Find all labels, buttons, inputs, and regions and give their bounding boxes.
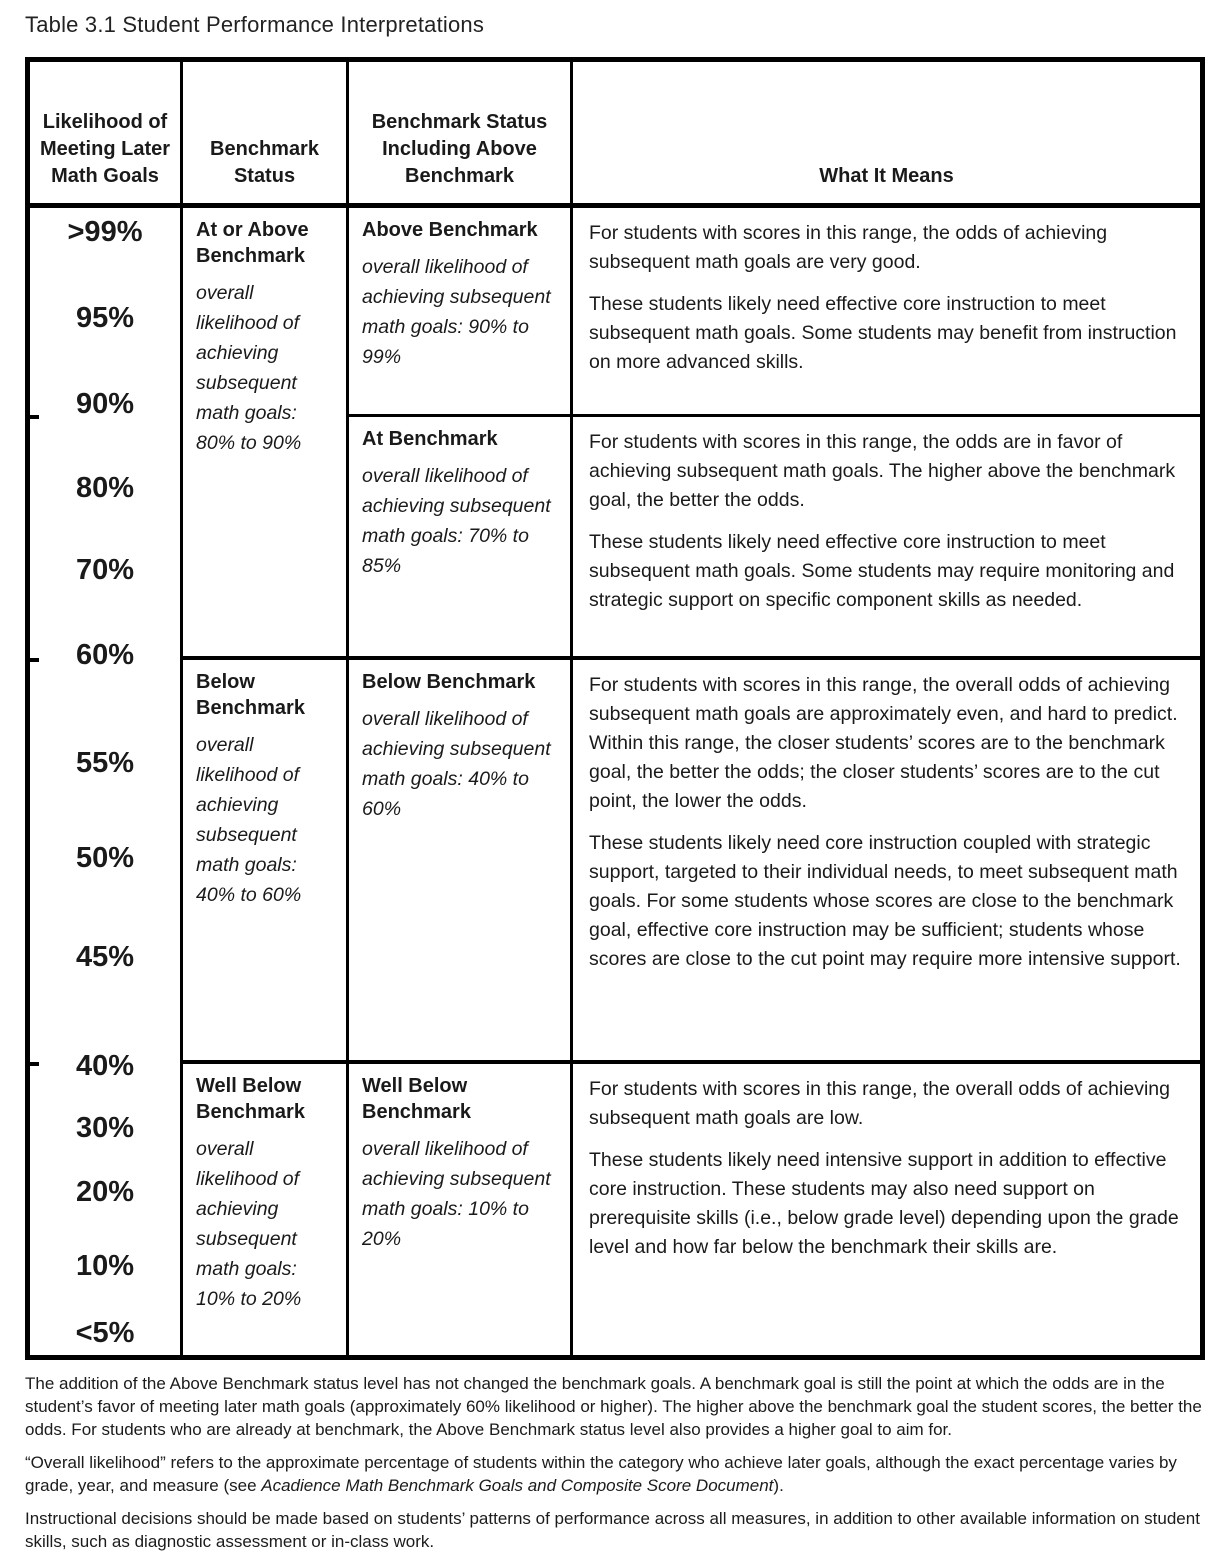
status-name: Well Below Benchmark: [362, 1075, 471, 1123]
likelihood-value: 55%: [75, 747, 135, 779]
likelihood-value: 95%: [75, 302, 135, 334]
meaning-paragraph: For students with scores in this range, the odds are in favor of achieving subsequent math goals. The higher above the benchmark goal, the better the odds.: [589, 431, 1176, 511]
meaning-paragraph: For students with scores in this range, the odds of achieving subsequent math goals are very good.: [589, 222, 1108, 273]
col-header-benchmark-status-incl-above: [349, 62, 573, 208]
row-boundary-tick: [30, 1062, 39, 1066]
likelihood-value: 60%: [75, 639, 135, 671]
col-header-benchmark-status-incl-above-label: Benchmark Status Including Above Benchmark: [371, 111, 548, 187]
status-name: At Benchmark: [362, 428, 498, 450]
cell-status-incl-above: [349, 208, 573, 417]
cell-means-well-below: [573, 1064, 1200, 1355]
status-description: overall likelihood of achieving subsequent math goals: 10% to 20%: [362, 1138, 551, 1250]
status-name: Below Benchmark: [362, 671, 536, 693]
footnote-3: Instructional decisions should be made based on students’ patterns of performance across all measures, in addition to other available information on student skills, such as diagnostic assessment or in-class work.: [25, 1509, 1200, 1551]
likelihood-value: 10%: [75, 1250, 135, 1282]
col-header-what-it-means: [573, 62, 1200, 208]
likelihood-value: 30%: [75, 1112, 135, 1144]
likelihood-value: 70%: [75, 554, 135, 586]
cell-status-well-below: [183, 1064, 349, 1355]
status-name: Above Benchmark: [362, 219, 538, 241]
col-header-benchmark-status-label: Benchmark Status: [210, 138, 319, 187]
likelihood-value: >99%: [67, 216, 143, 248]
likelihood-value: 80%: [75, 472, 135, 504]
footnote-2-closing: ).: [773, 1476, 784, 1495]
meaning-paragraph: These students likely need intensive support in addition to effective core instruction. These students may also need support on prerequisite skills (i.e., below grade level) depending upon the grade level and how far below the benchmark their skills are.: [589, 1149, 1179, 1258]
status-description: overall likelihood of achieving subsequent math goals: 40% to 60%: [196, 734, 302, 906]
footnote-2: [25, 1451, 1207, 1497]
meaning-paragraph: These students likely need effective core instruction to meet subsequent math goals. Some students may require monitoring and strategic support on specific component skills as needed.: [589, 531, 1175, 611]
status-name: At or Above Benchmark: [196, 219, 309, 267]
status-name: Well Below Benchmark: [196, 1075, 305, 1123]
cell-status-incl-well-below: [349, 1064, 573, 1355]
performance-table: [25, 57, 1205, 1360]
status-description: overall likelihood of achieving subsequent math goals: 70% to 85%: [362, 465, 551, 577]
col-header-what-it-means-label: What It Means: [819, 165, 954, 187]
col-header-likelihood: [30, 62, 183, 208]
row-boundary-tick: [30, 415, 39, 419]
status-description: overall likelihood of achieving subsequent math goals: 40% to 60%: [362, 708, 551, 820]
meaning-paragraph: These students likely need effective core instruction to meet subsequent math goals. Some students may benefit from instruction on more advanced skills.: [589, 293, 1177, 373]
footnote-1: The addition of the Above Benchmark status level has not changed the benchmark goals. A benchmark goal is still the point at which the odds are in the student’s favor of meeting later math goals (approximately 60% likelihood or higher). The higher above the benchmark goal the student scores, the better the odds. For students who are already at benchmark, the Above Benchmark status level also provides a higher goal to aim for.: [25, 1374, 1202, 1439]
likelihood-value: <5%: [75, 1317, 135, 1349]
likelihood-value: 20%: [75, 1176, 135, 1208]
likelihood-value: 40%: [75, 1050, 135, 1082]
cell-means-at: [573, 417, 1200, 660]
cell-status-at-or-above: [183, 208, 349, 660]
meaning-paragraph: For students with scores in this range, the overall odds of achieving subsequent math goals are low.: [589, 1078, 1170, 1129]
footnote-2-text: “Overall likelihood” refers to the approximate percentage of students within the category who achieve later goals, although the exact percentage varies by grade, year, and measure (see: [25, 1453, 1177, 1495]
footnotes: [25, 1372, 1207, 1558]
col-header-benchmark-status: [183, 62, 349, 208]
likelihood-value: 50%: [75, 842, 135, 874]
likelihood-value: 90%: [75, 388, 135, 420]
meaning-paragraph: These students likely need core instruction coupled with strategic support, targeted to their individual needs, to meet subsequent math goals. For some students whose scores are close to the benchmark goal, effective core instruction may be sufficient; students whose scores are close to the cut point may require more intensive support.: [589, 832, 1181, 970]
col-header-likelihood-label: Likelihood of Meeting Later Math Goals: [39, 111, 171, 187]
status-name: Below Benchmark: [196, 671, 305, 719]
cell-status-below: [183, 660, 349, 1064]
table-title: Table 3.1 Student Performance Interpretations: [25, 12, 485, 37]
status-description: overall likelihood of achieving subsequent math goals: 90% to 99%: [362, 256, 551, 368]
footnote-2-document-title: Acadience Math Benchmark Goals and Composite Score Document: [261, 1476, 774, 1495]
cell-status-incl-at: [349, 417, 573, 660]
status-description: overall likelihood of achieving subsequent math goals: 10% to 20%: [196, 1138, 302, 1310]
row-boundary-tick: [30, 658, 39, 662]
likelihood-scale-column: [30, 208, 183, 1355]
cell-means-above: [573, 208, 1200, 417]
cell-status-incl-below: [349, 660, 573, 1064]
status-description: overall likelihood of achieving subsequent math goals: 80% to 90%: [196, 282, 302, 454]
meaning-paragraph: For students with scores in this range, the overall odds of achieving subsequent math goals are approximately even, and hard to predict. Within this range, the closer students’ scores are to the benchmark goal, the better the odds; the closer students’ scores are to the cut point, the lower the odds.: [589, 674, 1178, 812]
cell-means-below: [573, 660, 1200, 1064]
likelihood-value: 45%: [75, 941, 135, 973]
